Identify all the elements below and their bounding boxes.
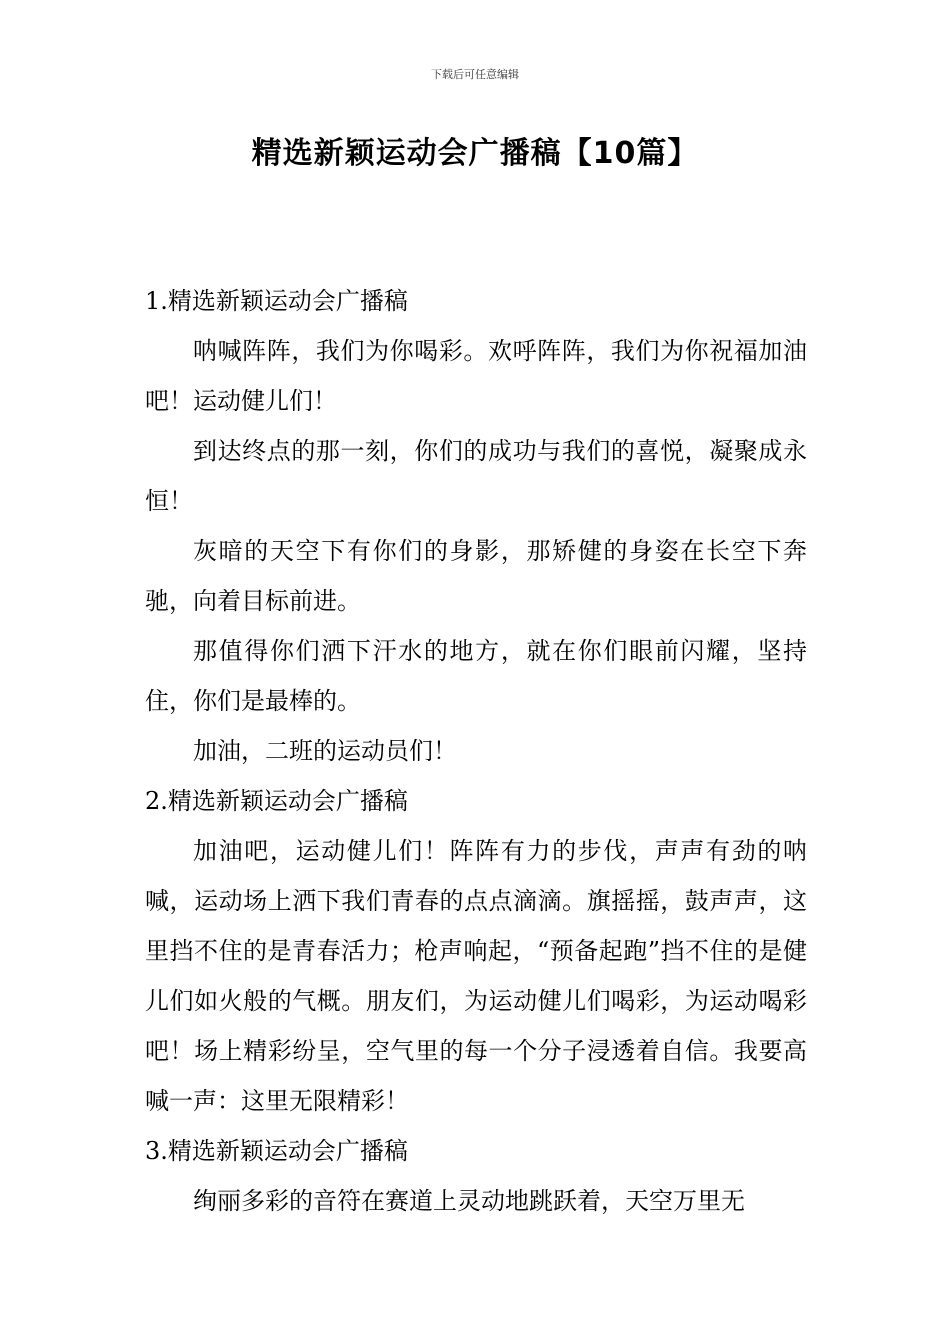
paragraph: 那值得你们洒下汗水的地方，就在你们眼前闪耀，坚持住，你们是最棒的。 <box>145 637 807 715</box>
section-1 <box>145 276 807 776</box>
document-body <box>145 276 807 1226</box>
section-heading: 1.精选新颖运动会广播稿 <box>145 287 408 315</box>
paragraph: 灰暗的天空下有你们的身影，那矫健的身姿在长空下奔驰，向着目标前进。 <box>145 537 807 615</box>
section-3 <box>145 1126 807 1226</box>
header-note: 下载后可任意编辑 <box>431 68 519 81</box>
section-heading: 2.精选新颖运动会广播稿 <box>145 787 408 815</box>
paragraph: 到达终点的那一刻，你们的成功与我们的喜悦，凝聚成永恒！ <box>145 437 807 515</box>
document-title: 精选新颖运动会广播稿【10篇】 <box>251 136 699 171</box>
paragraph: 加油吧，运动健儿们！阵阵有力的步伐，声声有劲的呐喊，运动场上洒下我们青春的点点滴滴。旗摇摇，鼓声声，这里挡不住的是青春活力；枪声响起，“预备起跑”挡不住的是健儿们如火般的气概。朋友们，为运动健儿们喝彩，为运动喝彩吧！场上精彩纷呈，空气里的每一个分子浸透着自信。我要高喊一声：这里无限精彩！ <box>145 837 807 1115</box>
paragraph: 呐喊阵阵，我们为你喝彩。欢呼阵阵，我们为你祝福加油吧！运动健儿们！ <box>145 337 807 415</box>
paragraph: 加油，二班的运动员们！ <box>193 737 457 765</box>
paragraph: 绚丽多彩的音符在赛道上灵动地跳跃着，天空万里无 <box>193 1187 745 1215</box>
section-2 <box>145 776 807 1126</box>
section-heading: 3.精选新颖运动会广播稿 <box>145 1137 408 1165</box>
